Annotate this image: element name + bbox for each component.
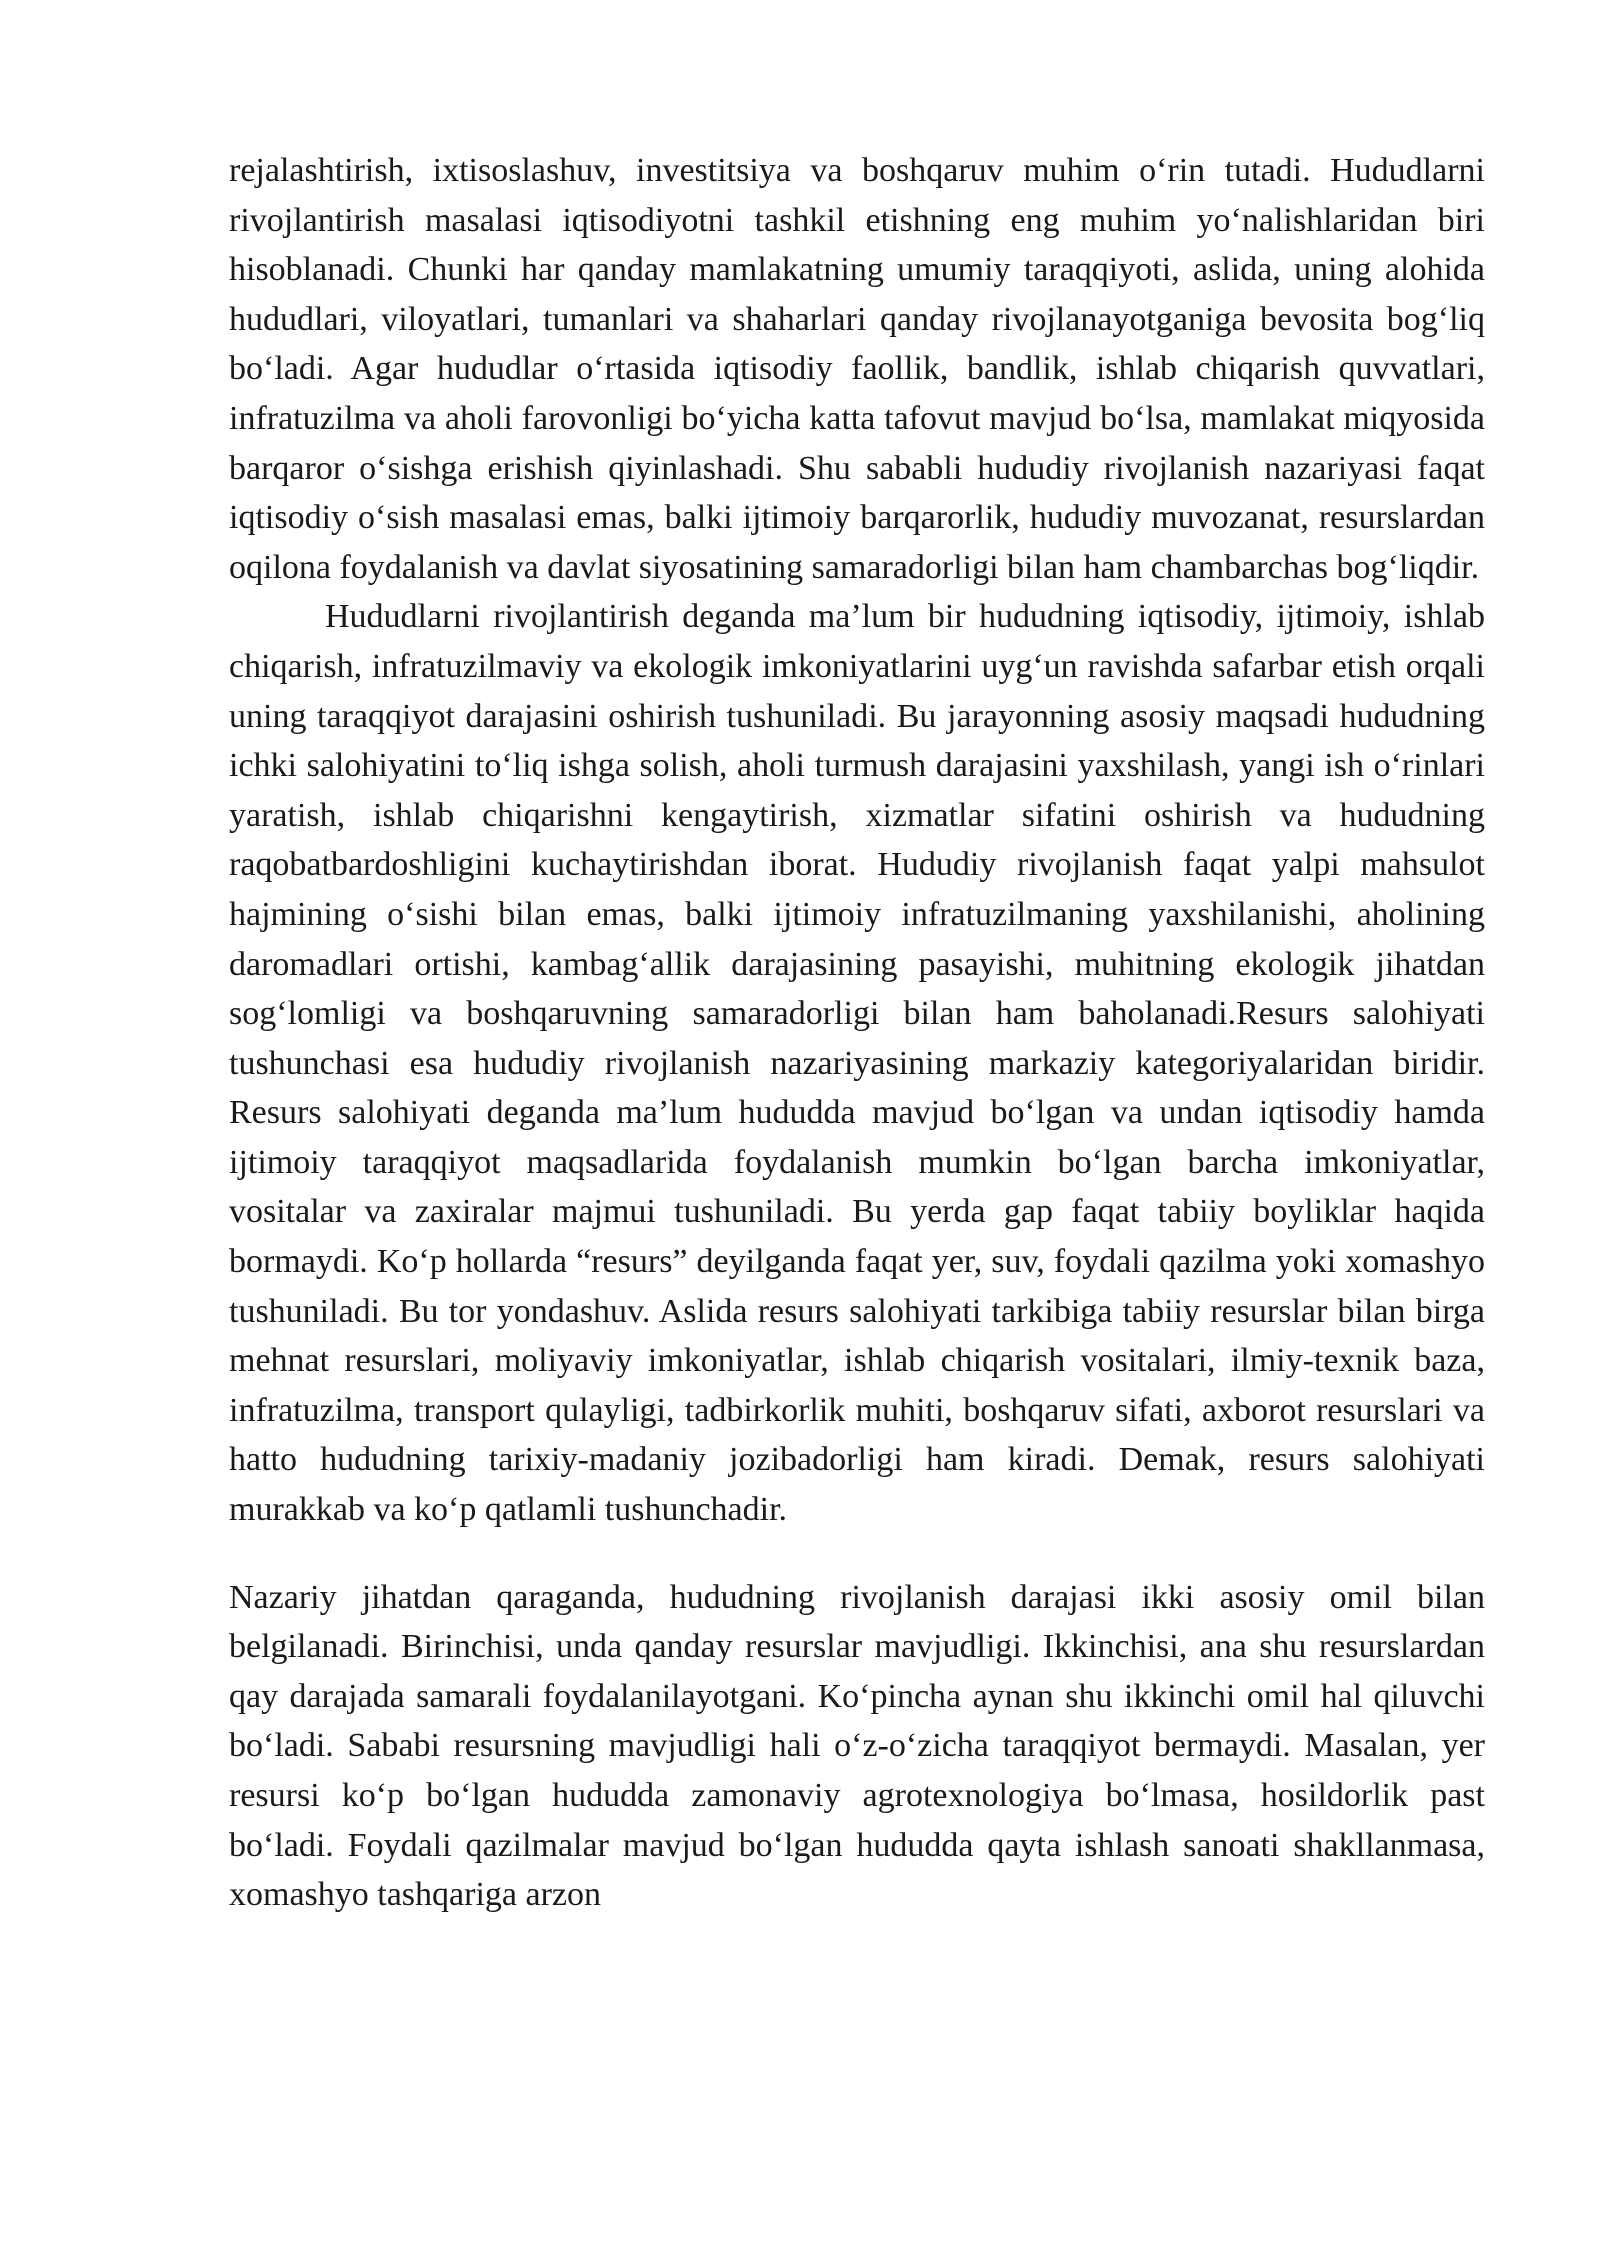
document-page — [229, 146, 1485, 1920]
paragraph-2: Hududlarni rivojlantirish deganda ma’lum bir hududning iqtisodiy, ijtimoiy, ishlab chiqarish, infratuzilmaviy va ekologik imkoniyatlarini uyg‘un ravishda safarbar etish orqali uning taraqqiyot darajasini oshirish tushuniladi. Bu jarayonning asosiy maqsadi hududning ichki salohiyatini to‘liq ishga solish, aholi turmush darajasini yaxshilash, yangi ish o‘rinlari yaratish, ishlab chiqarishni kengaytirish, xizmatlar sifatini oshirish va hududning raqobatbardoshligini kuchaytirishdan iborat. Hududiy rivojlanish faqat yalpi mahsulot hajmining o‘sishi bilan emas, balki ijtimoiy infratuzilmaning yaxshilanishi, aholining daromadlari ortishi, kambag‘allik darajasining pasayishi, muhitning ekologik jihatdan sog‘lomligi va boshqaruvning samaradorligi bilan ham baholanadi.Resurs salohiyati tushunchasi esa hududiy rivojlanish nazariyasining markaziy kategoriyalaridan biridir. Resurs salohiyati deganda ma’lum hududda mavjud bo‘lgan va undan iqtisodiy hamda ijtimoiy taraqqiyot maqsadlarida foydalanish mumkin bo‘lgan barcha imkoniyatlar, vositalar va zaxiralar majmui tushuniladi. Bu yerda gap faqat tabiiy boyliklar haqida bormaydi. Ko‘p hollarda “resurs” deyilganda faqat yer, suv, foydali qazilma yoki xomashyo tushuniladi. Bu tor yondashuv. Aslida resurs salohiyati tarkibiga tabiiy resurslar bilan birga mehnat resurslari, moliyaviy imkoniyatlar, ishlab chiqarish vositalari, ilmiy-texnik baza, infratuzilma, transport qulayligi, tadbirkorlik muhiti, boshqaruv sifati, axborot resurslari va hatto hududning tarixiy-madaniy jozibadorligi ham kiradi. Demak, resurs salohiyati murakkab va ko‘p qatlamli tushunchadir. — [229, 598, 1485, 1529]
paragraph-1: rejalashtirish, ixtisoslashuv, investitsiya va boshqaruv muhim o‘rin tutadi. Hududlarni rivojlantirish masalasi iqtisodiyotni tashkil etishning eng muhim yo‘nalishlaridan biri hisoblanadi. Chunki har qanday mamlakatning umumiy taraqqiyoti, aslida, uning alohida hududlari, viloyatlari, tumanlari va shaharlari qanday rivojlanayotganiga bevosita bog‘liq bo‘ladi. Agar hududlar o‘rtasida iqtisodiy faollik, bandlik, ishlab chiqarish quvvatlari, infratuzilma va aholi farovonligi bo‘yicha katta tafovut mavjud bo‘lsa, mamlakat miqyosida barqaror o‘sishga erishish qiyinlashadi. Shu sababli hududiy rivojlanish nazariyasi faqat iqtisodiy o‘sish masalasi emas, balki ijtimoiy barqarorlik, hududiy muvozanat, resurslardan oqilona foydalanish va davlat siyosatining samaradorligi bilan ham chambarchas bog‘liqdir. — [229, 152, 1485, 586]
paragraph-3: Nazariy jihatdan qaraganda, hududning rivojlanish darajasi ikki asosiy omil bilan belgilanadi. Birinchisi, unda qanday resurslar mavjudligi. Ikkinchisi, ana shu resurslardan qay darajada samarali foydalanilayotgani. Ko‘pincha aynan shu ikkinchi omil hal qiluvchi bo‘ladi. Sababi resursning mavjudligi hali o‘z-o‘zicha taraqqiyot bermaydi. Masalan, yer resursi ko‘p bo‘lgan hududda zamonaviy agrotexnologiya bo‘lmasa, hosildorlik past bo‘ladi. Foydali qazilmalar mavjud bo‘lgan hududda qayta ishlash sanoati shakllanmasa, xomashyo tashqariga arzon — [229, 1578, 1485, 1914]
